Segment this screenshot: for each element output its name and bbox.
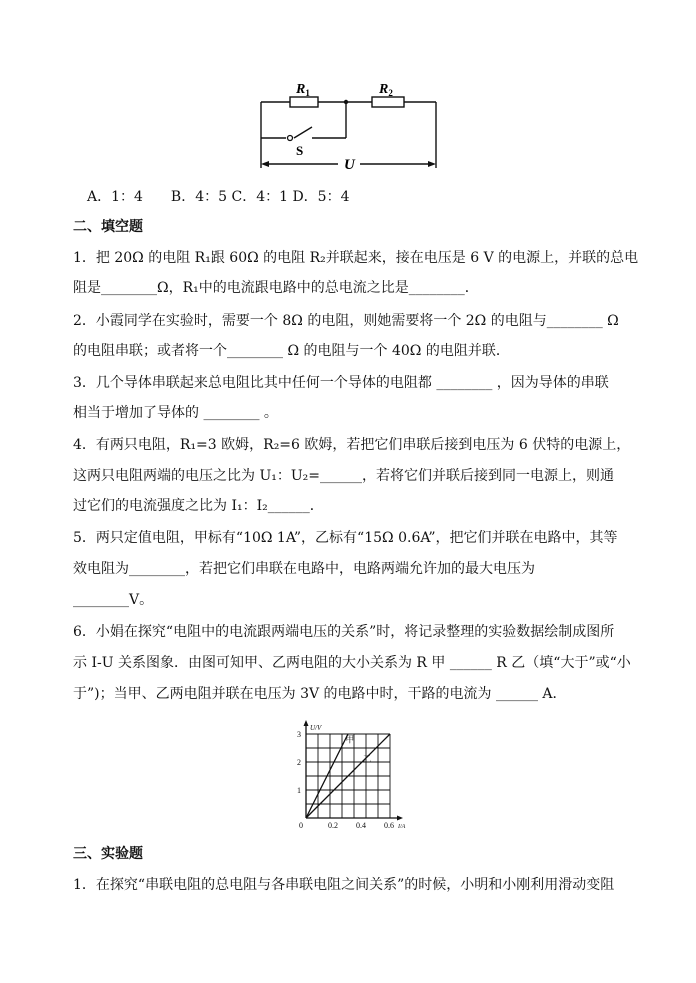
series-label-jia: 甲	[345, 734, 355, 745]
x-axis-arrow-icon	[397, 816, 403, 821]
text-line: 1．把 20Ω 的电阻 R₁跟 60Ω 的电阻 R₂并联起来，接在电压是 6 V 的电源上，并联的总电	[73, 250, 639, 266]
x-axis-label: I/A	[398, 824, 406, 830]
text-line: 1．在探究“串联电阻的总电阻与各串联电阻之间关系”的时候，小明和小刚利用滑动变阻	[73, 877, 615, 893]
r1-label: $R_1$	[296, 82, 310, 98]
y-tick-label: 2	[297, 758, 301, 767]
x-tick-label: 0.4	[356, 821, 366, 830]
switch-label: S	[296, 143, 304, 158]
y-tick-label: 3	[297, 730, 301, 739]
text-line: 这两只电阻两端的电压之比为 U₁：U₂=______，若将它们并联后接到同一电源上，则通	[73, 468, 615, 484]
section-heading-fill-in: 二、填空题	[73, 219, 143, 235]
r2-label: $R_2$	[379, 82, 393, 98]
section-heading-experiment: 三、实验题	[73, 846, 143, 862]
series-label-yi: 乙	[362, 754, 372, 765]
text-line: 的电阻串联；或者将一个________ Ω 的电阻与一个 40Ω 的电阻并联．	[73, 343, 510, 359]
voltage-label: U	[344, 157, 355, 173]
text-line: 示 I-U 关系图象．由图可知甲、乙两电阻的大小关系为 R 甲 ______ R 乙（填“大于”或“小	[73, 655, 631, 671]
text-line: 于”)；当甲、乙两电阻并联在电压为 3V 的电路中时，干路的电流为 ______ A．	[73, 686, 567, 702]
arrow-left-icon	[261, 161, 269, 167]
arrow-right-icon	[428, 161, 436, 167]
text-line: 相当于增加了导体的 ________ 。	[73, 405, 278, 421]
answer-options: A．1：4 B．4：5 C．4：1 D．5：4	[87, 189, 350, 205]
x-tick-label: 0.2	[328, 821, 338, 830]
resistor-r1	[290, 97, 318, 107]
text-line: 阻是________Ω，R₁中的电流跟电路中的总电流之比是________．	[73, 280, 479, 296]
y-tick-label: 1	[297, 786, 301, 795]
text-line: 4．有两只电阻，R₁=3 欧姆，R₂=6 欧姆，若把它们串联后接到电压为 6 伏特的电源上，	[73, 437, 631, 453]
iu-chart	[288, 716, 408, 832]
y-axis-label: U/V	[310, 724, 322, 732]
text-line: 3．几个导体串联起来总电阻比其中任何一个导体的电阻都 ________ ，因为导体的串联	[73, 375, 609, 391]
y-axis-arrow-icon	[304, 720, 309, 726]
text-line: 6．小娟在探究“电阻中的电流跟两端电压的关系”时，将记录整理的实验数据绘制成图所	[73, 624, 615, 640]
origin-label: 0	[299, 821, 303, 830]
circuit-diagram	[250, 76, 450, 180]
text-line: 效电阻为________，若把它们串联在电路中，电路两端允许加的最大电压为	[73, 561, 535, 577]
text-line: 2．小霞同学在实验时，需要一个 8Ω 的电阻，则她需要将一个 2Ω 的电阻与________ Ω	[73, 313, 619, 329]
switch-contact	[288, 136, 293, 141]
resistor-r2	[372, 97, 404, 107]
x-tick-label: 0.6	[384, 821, 394, 830]
junction-node	[344, 100, 348, 104]
text-line: ________V。	[73, 592, 154, 608]
text-line: 过它们的电流强度之比为 I₁：I₂______．	[73, 498, 324, 514]
text-line: 5．两只定值电阻，甲标有“10Ω 1A”，乙标有“15Ω 0.6A”，把它们并联在电路中，其等	[73, 530, 618, 546]
